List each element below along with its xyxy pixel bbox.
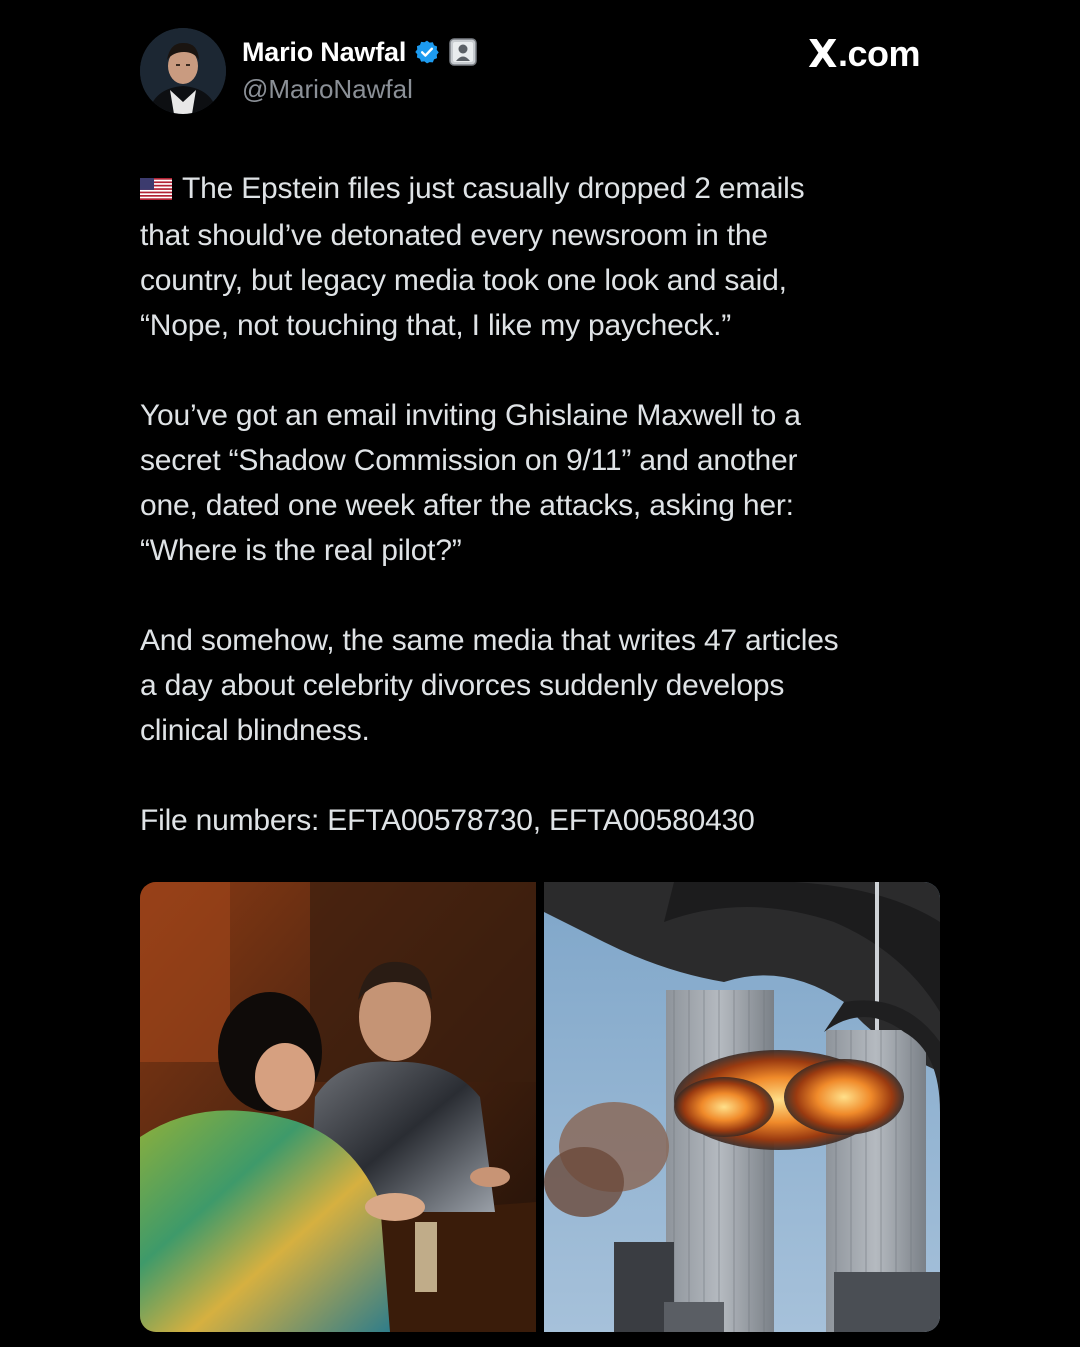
post-paragraph <box>140 166 940 348</box>
us-flag-icon <box>140 168 172 213</box>
photo-burning-towers-icon <box>544 882 940 1332</box>
paragraph-line: “Where is the real pilot?” <box>140 534 462 567</box>
paragraph-line: clinical blindness. <box>140 714 370 747</box>
x-brand-watermark <box>808 32 920 76</box>
post <box>140 28 940 843</box>
media-grid <box>140 882 940 1332</box>
paragraph-line: country, but legacy media took one look and said, <box>140 264 787 297</box>
author-display-name[interactable]: Mario Nawfal <box>242 36 407 67</box>
avatar[interactable] <box>140 28 226 114</box>
post-body <box>140 166 940 843</box>
paragraph-line: a day about celebrity divorces suddenly develops <box>140 669 785 702</box>
paragraph-line: secret “Shadow Commission on 9/11” and another <box>140 444 798 477</box>
paragraph-line: And somehow, the same media that writes 47 articles <box>140 624 839 657</box>
verified-badge-icon <box>414 39 440 65</box>
author-info <box>242 34 478 105</box>
paragraph-line: that should’ve detonated every newsroom in the <box>140 219 768 252</box>
x-logo-icon: X <box>808 32 837 76</box>
author-handle[interactable]: @MarioNawfal <box>242 74 413 104</box>
media-photo-left[interactable] <box>140 882 536 1332</box>
paragraph-line: one, dated one week after the attacks, asking her: <box>140 489 794 522</box>
post-paragraph <box>140 393 940 573</box>
brand-suffix: .com <box>837 33 920 74</box>
file-numbers: File numbers: EFTA00578730, EFTA00580430 <box>140 804 755 837</box>
paragraph-line: The Epstein files just casually dropped 2 emails <box>182 172 805 205</box>
avatar-icon <box>140 28 226 114</box>
post-header <box>140 28 940 114</box>
paragraph-line: You’ve got an email inviting Ghislaine Maxwell to a <box>140 399 801 432</box>
affiliate-badge-icon[interactable] <box>448 37 478 67</box>
media-photo-right[interactable] <box>544 882 940 1332</box>
photo-two-people-at-table-icon <box>140 882 536 1332</box>
paragraph-line: “Nope, not touching that, I like my paycheck.” <box>140 309 732 342</box>
post-paragraph <box>140 618 940 753</box>
